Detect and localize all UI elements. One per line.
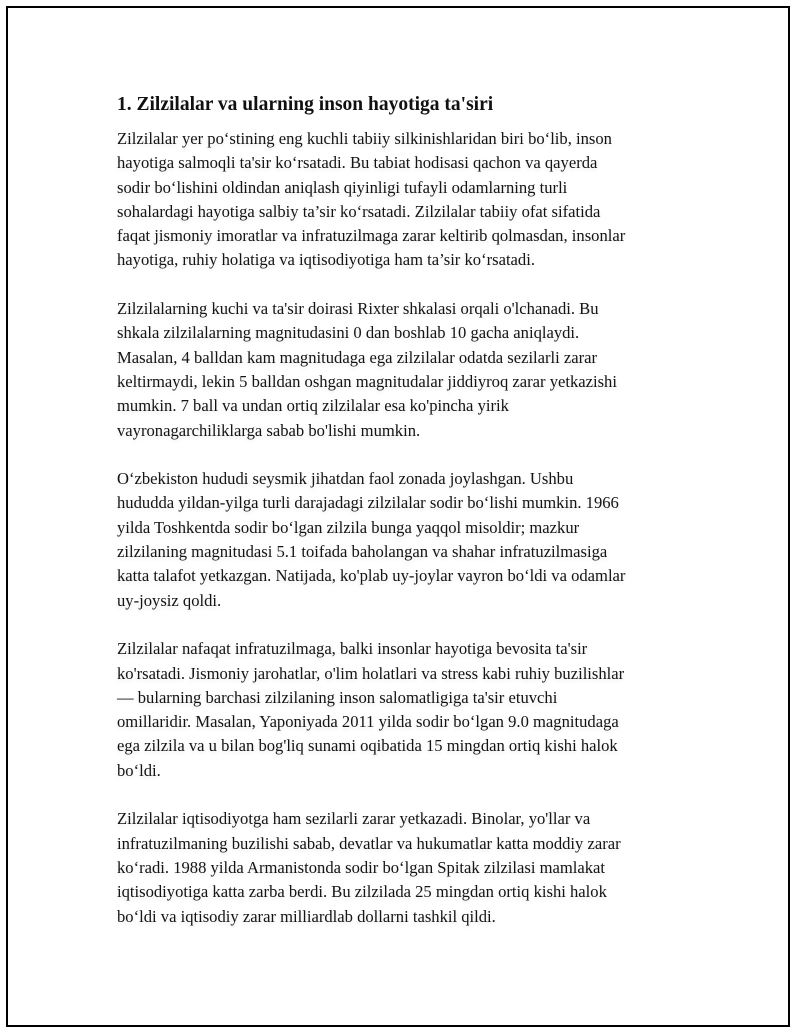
text-line: hayotiga salmoqli ta'sir ko‘rsatadi. Bu tabiat hodisasi qachon va qayerda: [117, 153, 598, 173]
text-line: iqtisodiyotiga katta zarba berdi. Bu zilzilada 25 mingdan ortiq kishi halok: [117, 882, 607, 902]
text-line: O‘zbekiston hududi seysmik jihatdan faol zonada joylashgan. Ushbu: [117, 469, 574, 489]
text-line: yilda Toshkentda sodir bo‘lgan zilzila bunga yaqqol misoldir; mazkur: [117, 517, 580, 537]
paragraph-list: [117, 127, 687, 929]
text-line: Zilzilalarning kuchi va ta'sir doirasi Rixter shkalasi orqali o'lchanadi. Bu: [117, 299, 599, 319]
paragraph-5: [117, 807, 687, 928]
text-line: — bularning barchasi zilzilaning inson salomatligiga ta'sir etuvchi: [117, 687, 558, 707]
text-line: vayronagarchiliklarga sabab bo'lishi mumkin.: [117, 420, 421, 440]
text-line: Zilzilalar nafaqat infratuzilmaga, balki insonlar hayotiga bevosita ta'sir: [117, 639, 588, 659]
document-body: [117, 92, 687, 953]
text-line: zilzilaning magnitudasi 5.1 toifada baholangan va shahar infratuzilmasiga: [117, 542, 608, 562]
text-line: sohalardagi hayotiga salbiy ta’sir ko‘rsatadi. Zilzilalar tabiiy ofat sifatida: [117, 201, 601, 221]
text-line: ko‘radi. 1988 yilda Armanistonda sodir bo‘lgan Spitak zilzilasi mamlakat: [117, 857, 606, 877]
text-line: sodir bo‘lishini oldindan aniqlash qiyinligi tufayli odamlarning turli: [117, 177, 568, 197]
text-line: shkala zilzilalarning magnitudasini 0 dan boshlab 10 gacha aniqlaydi.: [117, 323, 580, 343]
text-line: bo‘ldi.: [117, 760, 161, 780]
document-title: 1. Zilzilalar va ularning inson hayotiga ta'siri: [117, 94, 494, 115]
text-line: bo‘ldi va iqtisodiy zarar milliardlab dollarni tashkil qildi.: [117, 906, 496, 926]
paragraph-1: [117, 127, 687, 273]
text-line: faqat jismoniy imoratlar va infratuzilmaga zarar keltirib qolmasdan, insonlar: [117, 226, 626, 246]
paragraph-2: [117, 297, 687, 443]
text-line: mumkin. 7 ball va undan ortiq zilzilalar esa ko'pincha yirik: [117, 396, 509, 416]
text-line: Masalan, 4 balldan kam magnitudaga ega zilzilalar odatda sezilarli zarar: [117, 347, 598, 367]
text-line: hududda yildan-yilga turli darajadagi zilzilalar sodir bo‘lishi mumkin. 1966: [117, 493, 619, 513]
text-line: Zilzilalar yer po‘stining eng kuchli tabiiy silkinishlaridan biri bo‘lib, inson: [117, 129, 612, 148]
text-line: Zilzilalar iqtisodiyotga ham sezilarli zarar yetkazadi. Binolar, yo'llar va: [117, 809, 591, 829]
text-line: infratuzilmaning buzilishi sabab, devatlar va hukumatlar katta moddiy zarar: [117, 833, 621, 853]
paragraph-3: [117, 467, 687, 613]
paragraph-4: [117, 637, 687, 783]
text-line: uy-joysiz qoldi.: [117, 590, 222, 610]
text-line: hayotiga, ruhiy holatiga va iqtisodiyotiga ham ta’sir ko‘rsatadi.: [117, 250, 535, 270]
text-line: keltirmaydi, lekin 5 balldan oshgan magnitudalar jiddiyroq zarar yetkazishi: [117, 371, 617, 391]
text-line: ko'rsatadi. Jismoniy jarohatlar, o'lim holatlari va stress kabi ruhiy buzilishlar: [117, 663, 625, 683]
text-line: omillaridir. Masalan, Yaponiyada 2011 yilda sodir bo‘lgan 9.0 magnitudaga: [117, 712, 619, 732]
text-line: katta talafot yetkazgan. Natijada, ko'plab uy-joylar vayron bo‘ldi va odamlar: [117, 566, 626, 586]
text-line: ega zilzila va u bilan bog'liq sunami oqibatida 15 mingdan ortiq kishi halok: [117, 736, 618, 756]
